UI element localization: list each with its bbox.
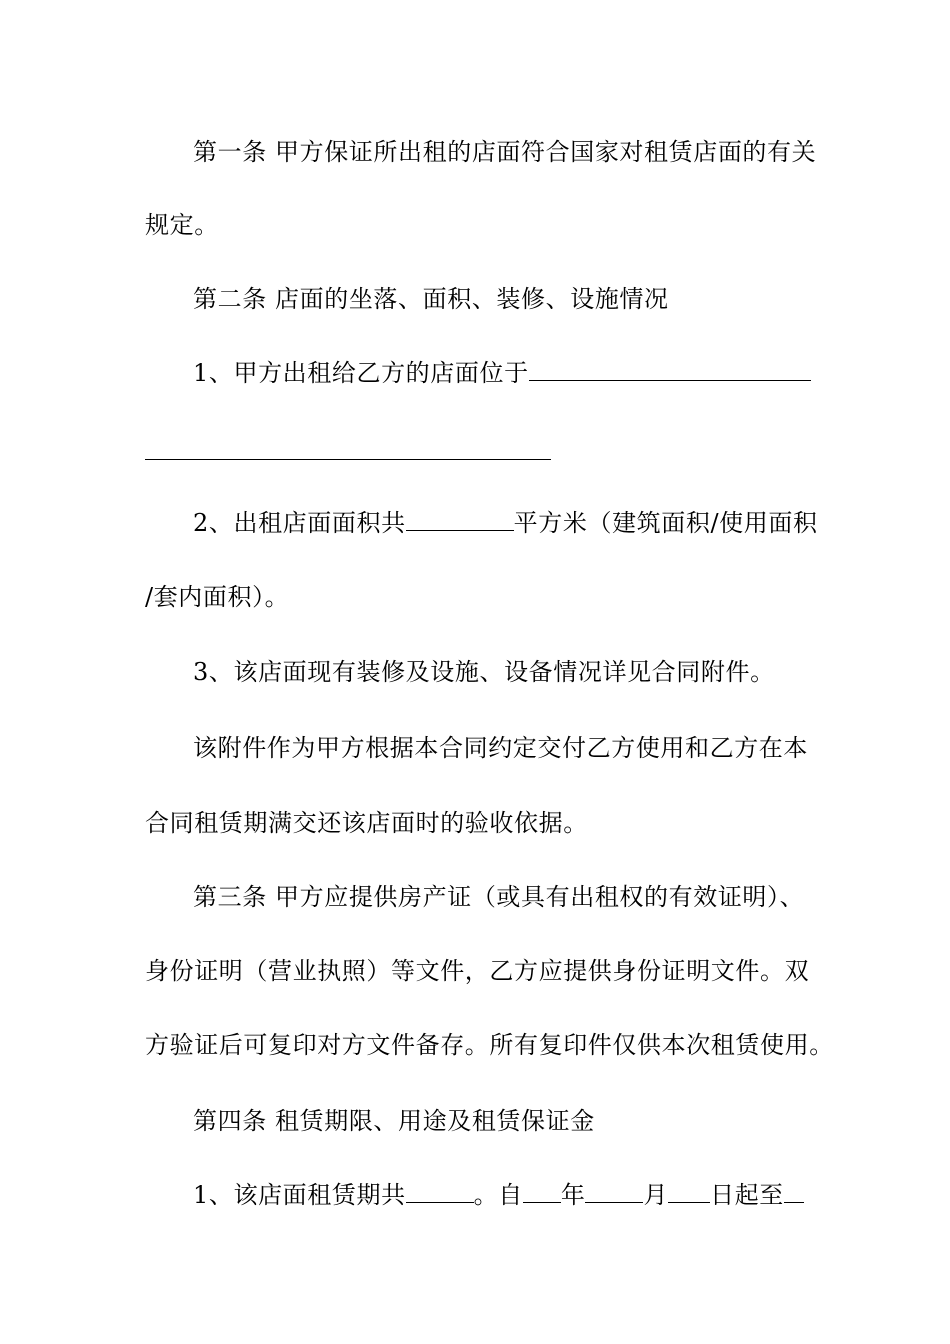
item-2-area-line [145,508,818,538]
location-blank [529,358,811,381]
article-3-line-1: 第三条 甲方应提供房产证（或具有出租权的有效证明）、 [193,883,805,911]
start-year-blank [523,1180,561,1203]
article-1-line-2: 规定。 [145,211,219,239]
article-2-title: 第二条 店面的坐落、面积、装修、设施情况 [193,285,669,313]
article-4-title: 第四条 租赁期限、用途及租赁保证金 [193,1107,595,1135]
item-3: 3、该店面现有装修及设施、设备情况详见合同附件。 [193,658,775,686]
lease-term-label: 1、该店面租赁期共 [193,1181,406,1209]
end-date-blank [784,1180,804,1203]
item-1-location-line [145,358,810,388]
item-2-label: 2、出租店面面积共 [193,509,406,537]
area-blank [406,508,514,531]
article-3-line-2: 身份证明（营业执照）等文件，乙方应提供身份证明文件。双 [145,957,810,985]
attachment-line-1: 该附件作为甲方根据本合同约定交付乙方使用和乙方在本 [193,734,808,762]
day-to-label: 日起至 [710,1181,784,1209]
item-1-label: 1、甲方出租给乙方的店面位于 [193,359,529,387]
location-blank-continued [145,459,551,460]
item-2-line-2: /套内面积）。 [145,583,290,611]
start-month-blank [585,1180,643,1203]
month-label: 月 [643,1181,669,1209]
article-1-line-1: 第一条 甲方保证所出租的店面符合国家对租赁店面的有关 [193,138,817,166]
article-3-line-3: 方验证后可复印对方文件备存。所有复印件仅供本次租赁使用。 [145,1031,834,1059]
attachment-line-2: 合同租赁期满交还该店面时的验收依据。 [145,809,588,837]
year-label: 年 [560,1181,586,1209]
lease-term-line [145,1180,810,1210]
term-length-blank [406,1180,474,1203]
item-2-unit: 平方米（建筑面积/使用面积 [513,509,818,537]
start-day-blank [668,1180,710,1203]
lease-from-label: 。自 [473,1181,523,1209]
